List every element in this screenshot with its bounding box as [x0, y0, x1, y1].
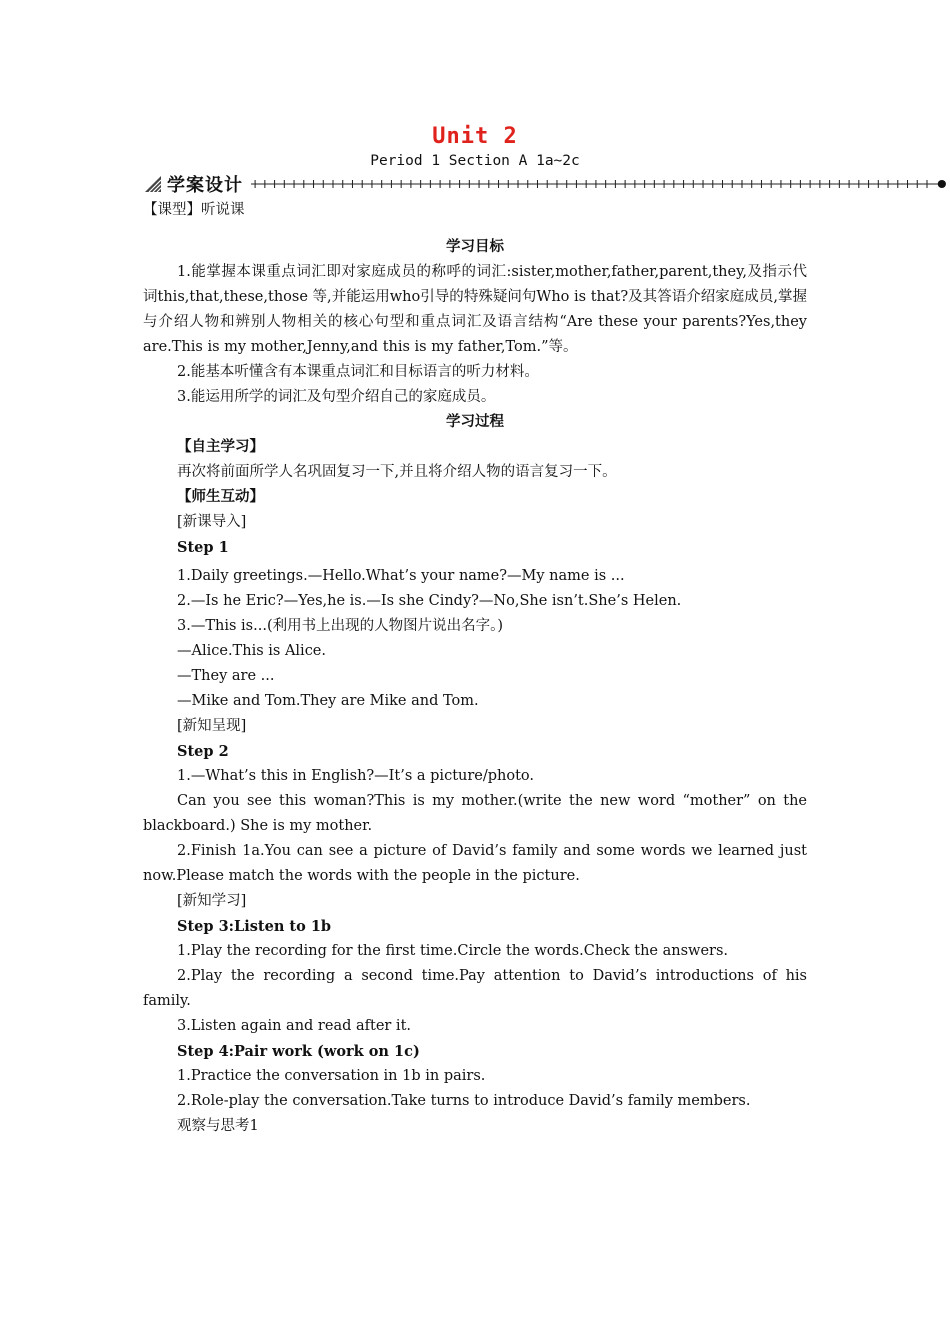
step4-item: 2.Role-play the conversation.Take turns to introduce David’s family members. [177, 1093, 751, 1109]
step2-item: 1.—What’s this in English?—It’s a picture/photo. [177, 768, 535, 784]
step1-item: 3.—This is...(利用书上出现的人物图片说出名字。) [177, 618, 504, 634]
step3-title: Step 3:Listen to 1b [177, 918, 332, 935]
step1-item: —Alice.This is Alice. [177, 643, 327, 659]
step1-item: —They are ... [177, 668, 275, 684]
step1-item: 1.Daily greetings.—Hello.What’s your name?—My name is ... [177, 568, 625, 584]
section-banner [143, 171, 948, 197]
learn-label: [新知学习] [177, 893, 247, 909]
step1-item: —Mike and Tom.They are Mike and Tom. [177, 693, 479, 709]
step3-item: 3.Listen again and read after it. [177, 1018, 412, 1034]
unit-title: Unit 2 [432, 124, 518, 149]
goal-item-3: 3.能运用所学的词汇及句型介绍自己的家庭成员。 [177, 389, 496, 405]
stripe-triangle-icon [143, 174, 163, 194]
dotted-rule-decoration [251, 178, 948, 190]
step2-item: 2.Finish 1a.You can see a picture of David’s family and some words we learned just now.Please match the words with the people in the picture. [143, 843, 807, 884]
self-study-text: 再次将前面所学人名巩固复习一下,并且将介绍人物的语言复习一下。 [177, 464, 617, 480]
goals-heading: 学习目标 [446, 239, 504, 255]
document-body [143, 198, 807, 1139]
step4-item: 1.Practice the conversation in 1b in pairs. [177, 1068, 486, 1084]
intro-label: [新课导入] [177, 514, 247, 530]
step1-item: 2.—Is he Eric?—Yes,he is.—Is she Cindy?—No,She isn’t.She’s Helen. [177, 593, 682, 609]
step4-title: Step 4:Pair work (work on 1c) [177, 1043, 420, 1060]
present-label: [新知呈现] [177, 718, 247, 734]
self-study-label: 【自主学习】 [177, 439, 264, 455]
step2-item: Can you see this woman?This is my mother.(write the new word “mother” on the blackboard.) She is my mother. [143, 793, 807, 834]
observe-label: 观察与思考1 [177, 1118, 259, 1134]
step3-item: 1.Play the recording for the first time.Circle the words.Check the answers. [177, 943, 729, 959]
step3-item: 2.Play the recording a second time.Pay attention to David’s introductions of his family. [143, 968, 807, 1009]
period-subtitle: Period 1 Section A 1a~2c [370, 153, 580, 169]
step1-title: Step 1 [177, 539, 229, 556]
goal-item-2: 2.能基本听懂含有本课重点词汇和目标语言的听力材料。 [177, 364, 539, 380]
step2-title: Step 2 [177, 743, 229, 760]
interaction-label: 【师生互动】 [177, 489, 264, 505]
banner-label: 学案设计 [167, 175, 243, 196]
goal-item-1: 1.能掌握本课重点词汇即对家庭成员的称呼的词汇:sister,mother,father,parent,they,及指示代词this,that,these,those 等,并能运用who引导的特殊疑问句Who is that?及其答语介绍家庭成员,掌握与介绍人物和辨别人物相关的核心句型和重点词汇及语言结构“Are these your parents?Yes,they are.This is my mother,Jenny,and this is my father,Tom.”等。 [143, 264, 807, 355]
process-heading: 学习过程 [446, 414, 504, 430]
lesson-type: 【课型】听说课 [143, 202, 245, 218]
